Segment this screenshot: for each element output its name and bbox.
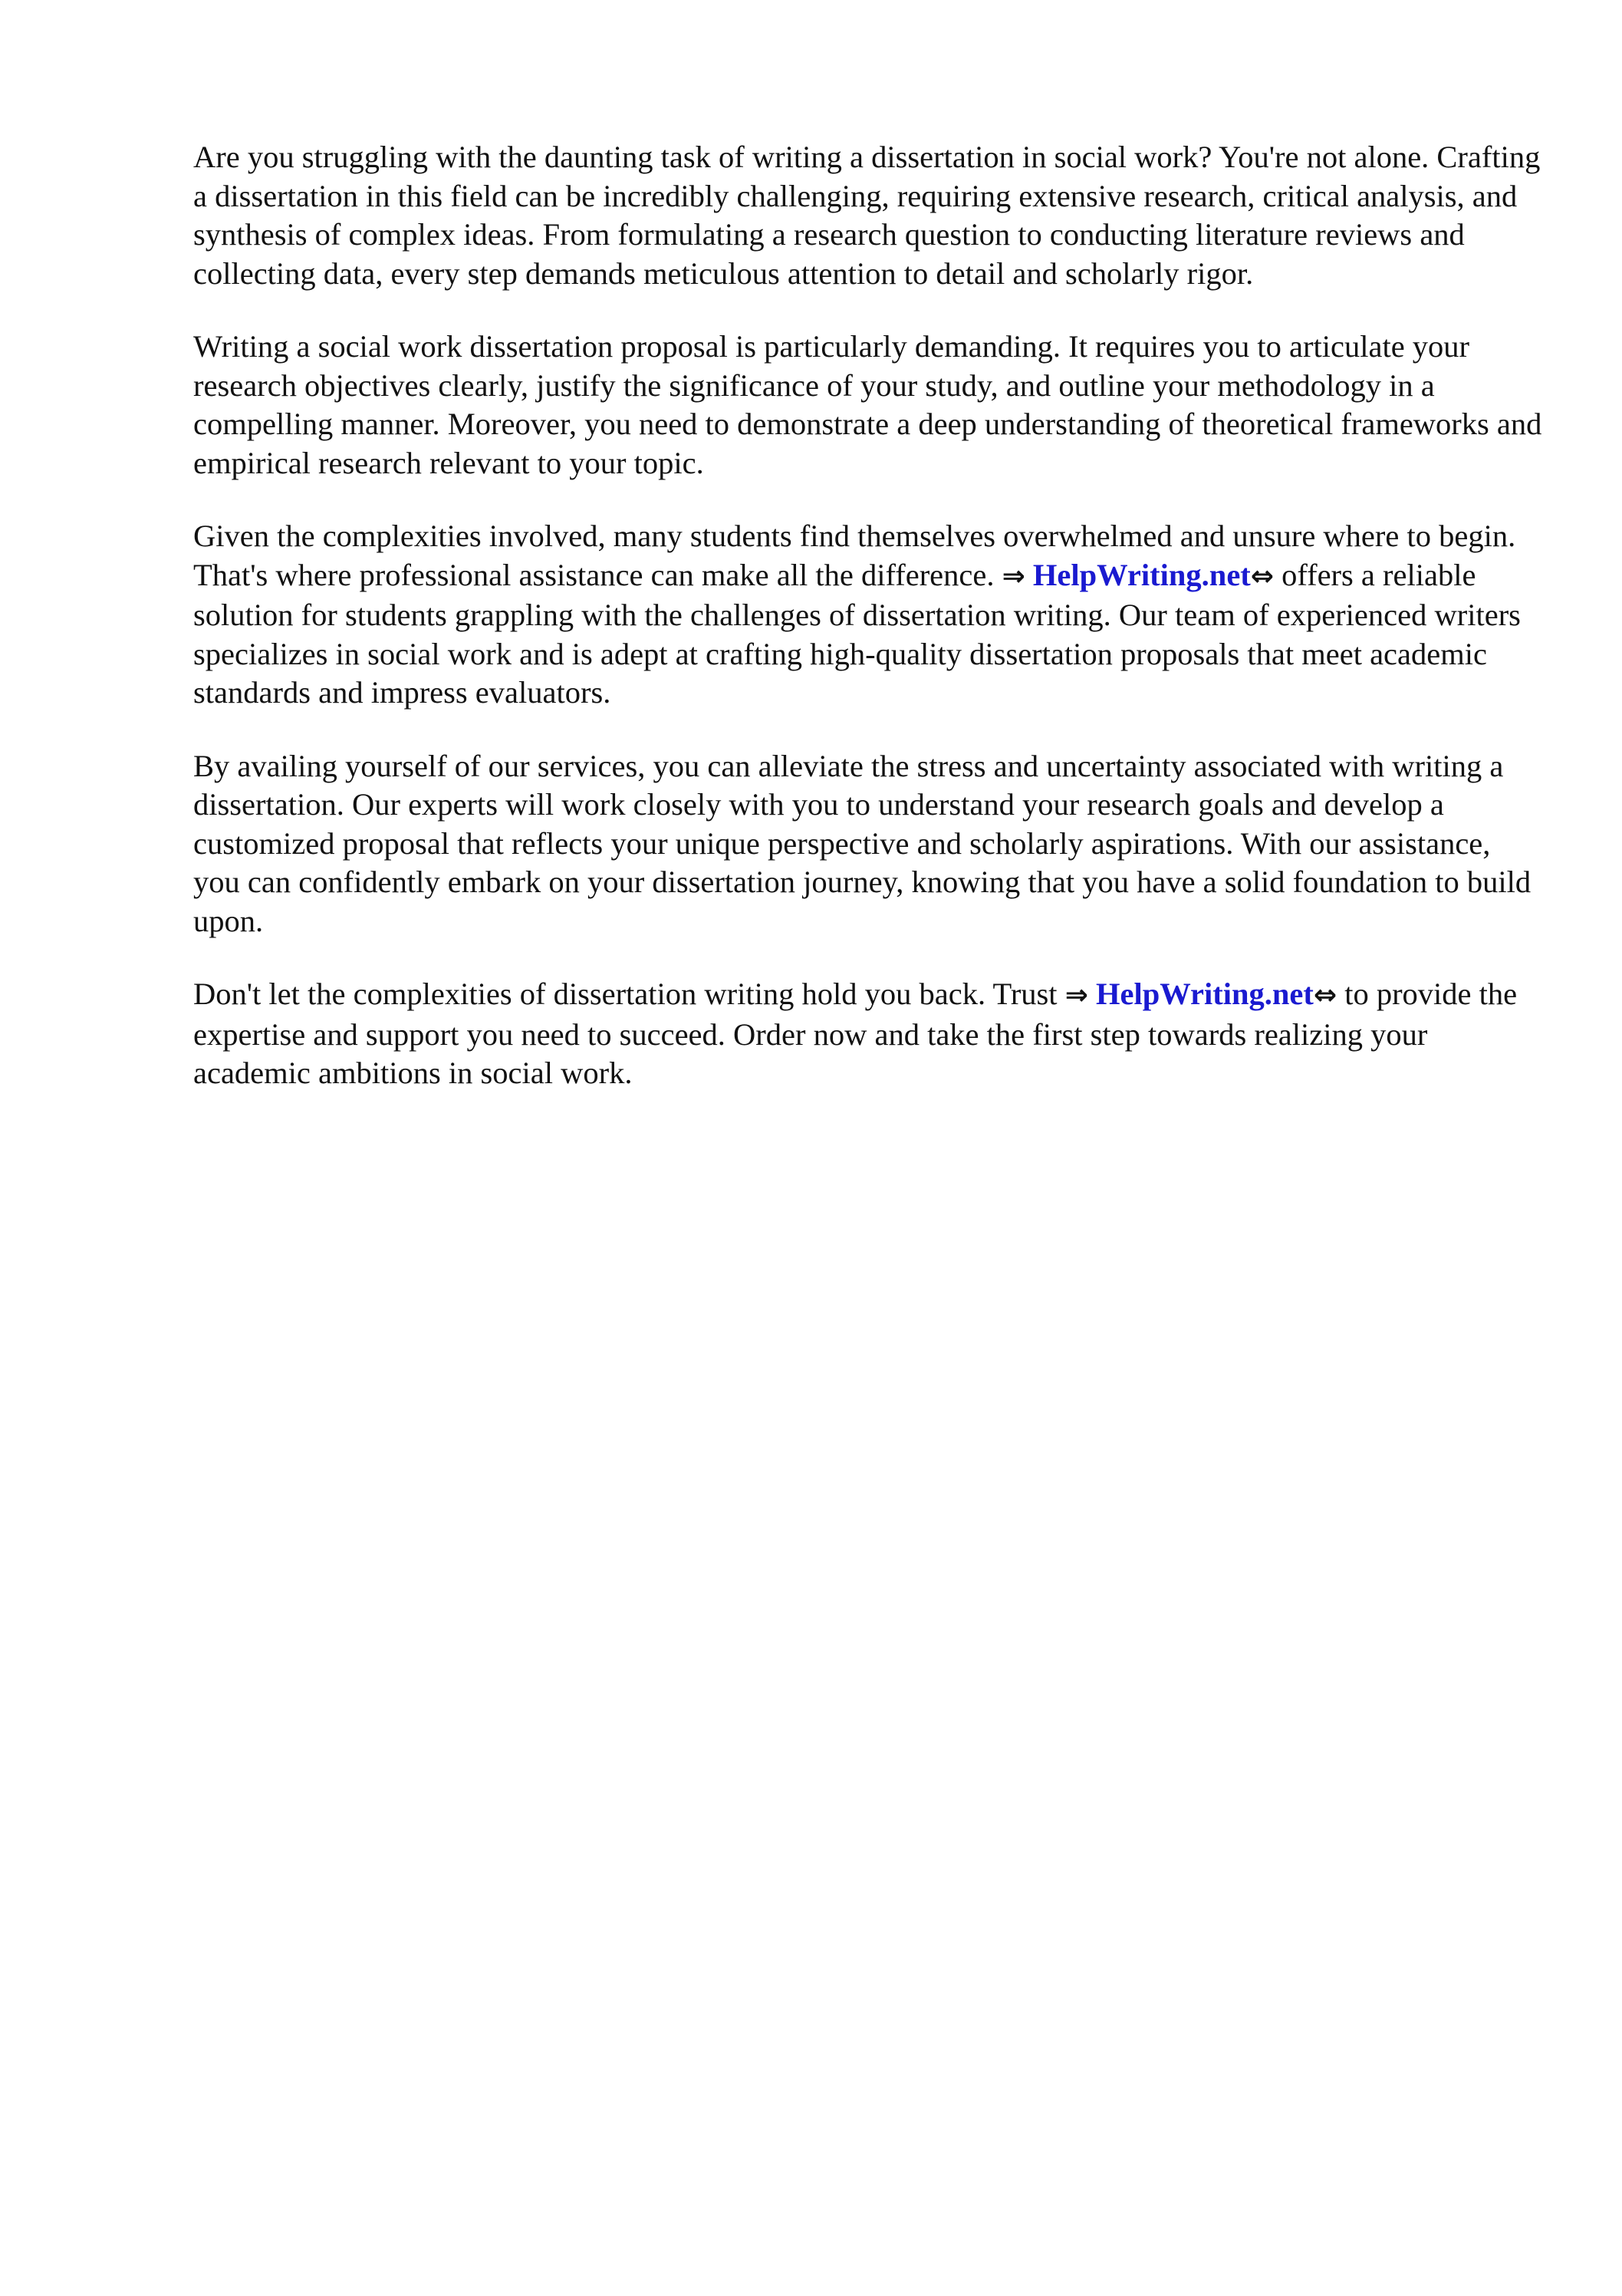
helpwriting-link[interactable]: HelpWriting.net bbox=[1032, 557, 1251, 592]
paragraph-intro bbox=[193, 138, 1543, 293]
paragraph-call-to-action bbox=[193, 975, 1543, 1093]
paragraph-cta-after: to provide the expertise and support you need to succeed. Order now and take the first step towards realizing your academic ambitions in social work. bbox=[193, 977, 1518, 1090]
right-double-arrow-icon: ⇒ bbox=[1002, 560, 1025, 592]
paragraph-assistance-after: offers a reliable solution for students grappling with the challenges of dissertation writing. Our team of experienced writers specializes in social work and is adept at crafting high-quality dissertation proposals that meet academic standards and impress evaluators. bbox=[193, 557, 1521, 710]
right-double-arrow-icon: ⇒ bbox=[1064, 980, 1088, 1011]
paragraph-assistance-before: Given the complexities involved, many students find themselves overwhelmed and unsure where to begin. That's where professional assistance can make all the difference. bbox=[193, 519, 1516, 592]
helpwriting-link[interactable]: HelpWriting.net bbox=[1096, 977, 1314, 1011]
paragraph-cta-before: Don't let the complexities of dissertation writing hold you back. Trust bbox=[193, 977, 1058, 1011]
paragraph-intro-text: Are you struggling with the daunting task of writing a dissertation in social work? You're not alone. Crafting a dissertation in this field can be incredibly challenging, requiring extensive research, critical analysis, and synthesis of complex ideas. From formulating a research question to conducting literature reviews and collecting data, every step demands meticulous attention to detail and scholarly rigor. bbox=[193, 140, 1541, 291]
left-right-double-arrow-icon: ⇔ bbox=[1250, 560, 1274, 592]
paragraph-services bbox=[193, 747, 1543, 941]
left-right-double-arrow-icon: ⇔ bbox=[1313, 980, 1337, 1011]
document-body bbox=[193, 138, 1543, 1128]
paragraph-services-text: By availing yourself of our services, you can alleviate the stress and uncertainty associated with writing a dissertation. Our experts will work closely with you to understand your research goals and develop a customized proposal that reflects your unique perspective and scholarly aspirations. With our assistance, you can confidently embark on your dissertation journey, knowing that you have a solid foundation to build upon. bbox=[193, 748, 1532, 938]
paragraph-proposal-text: Writing a social work dissertation proposal is particularly demanding. It requires you to articulate your research objectives clearly, justify the significance of your study, and outline your methodology in a compelling manner. Moreover, you need to demonstrate a deep understanding of theoretical frameworks and empirical research relevant to your topic. bbox=[193, 329, 1542, 480]
paragraph-assistance bbox=[193, 517, 1543, 713]
paragraph-proposal bbox=[193, 328, 1543, 483]
